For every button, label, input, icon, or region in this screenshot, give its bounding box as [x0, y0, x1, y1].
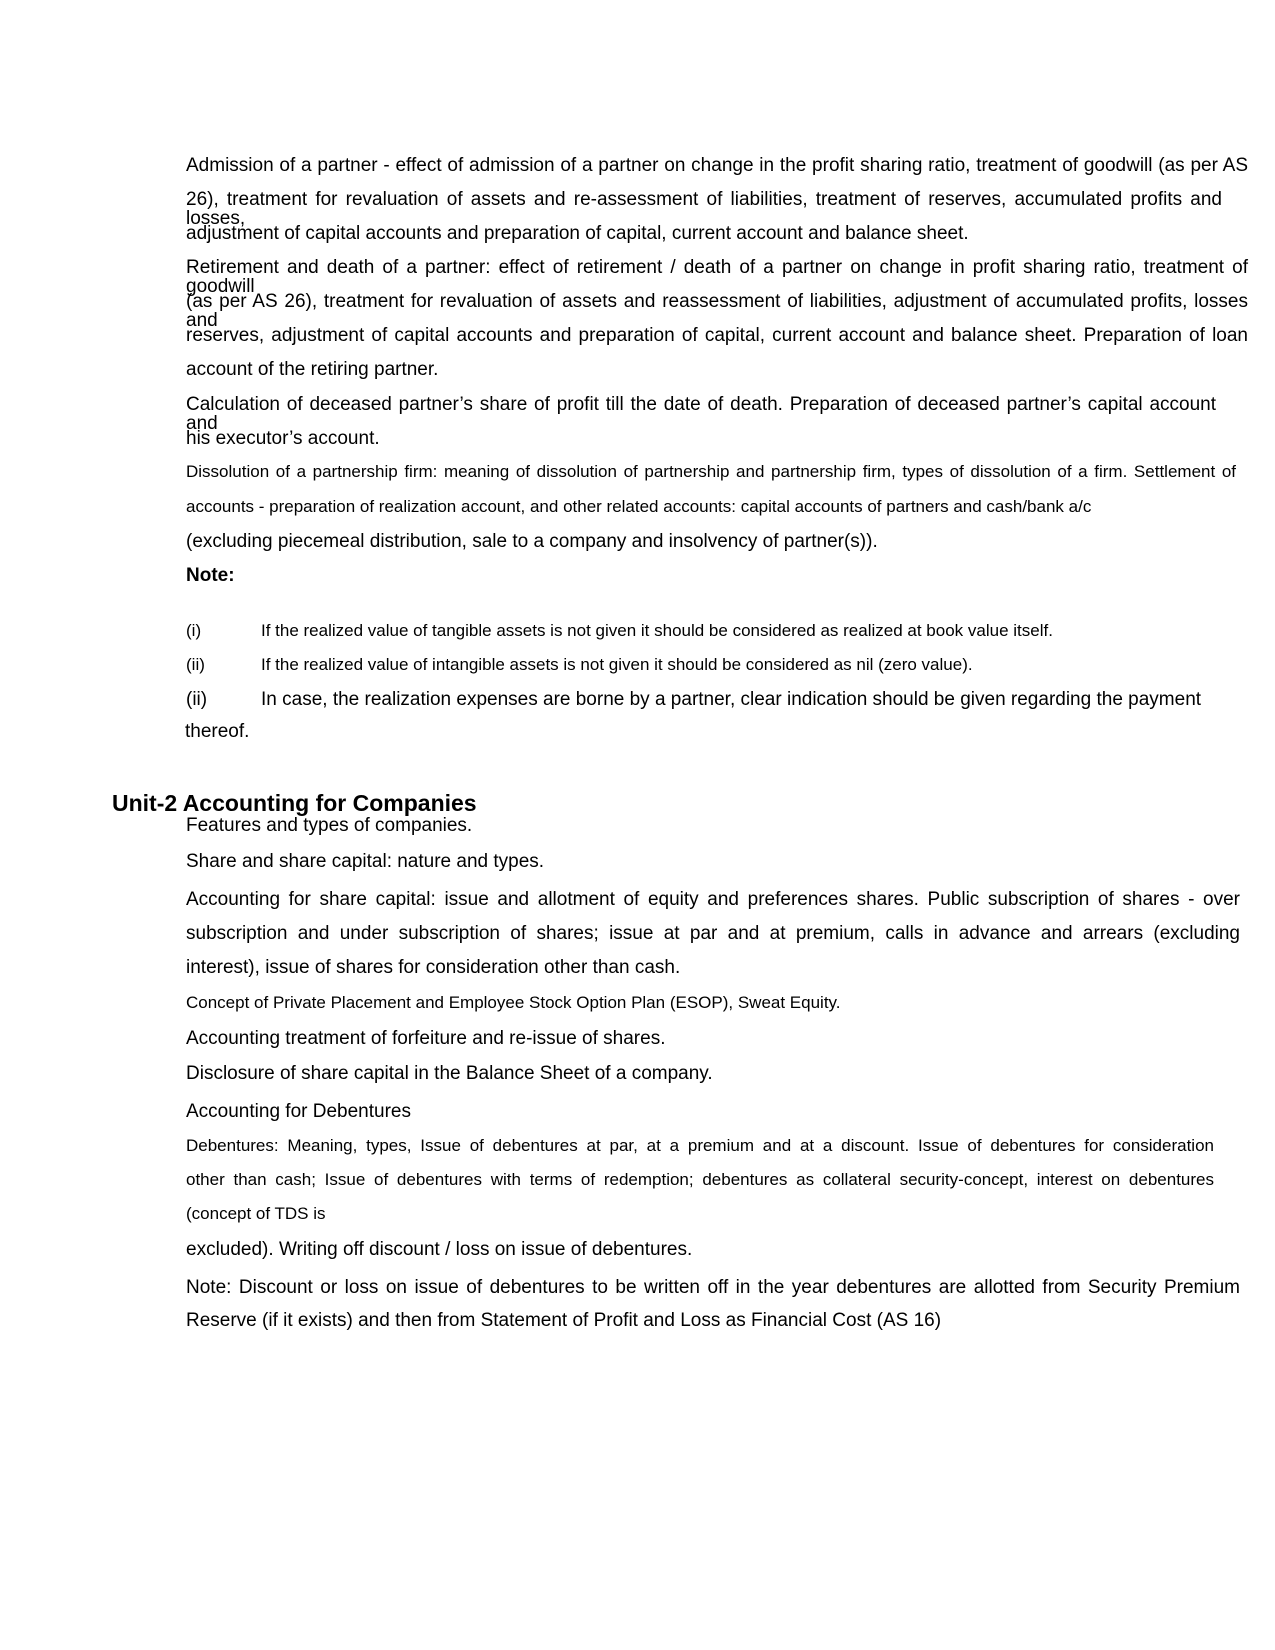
dissolution-line-1: Dissolution of a partnership firm: meaning of dissolution of partnership and partnership firm, types of dissolution of a firm. Settlement of	[186, 462, 1236, 481]
accounting-share-line-3: interest), issue of shares for consideration other than cash.	[186, 957, 681, 978]
retirement-line-4: account of the retiring partner.	[186, 359, 439, 380]
features-line: Features and types of companies.	[186, 815, 473, 836]
note-number: (ii)	[186, 655, 205, 674]
debentures-line-2: other than cash; Issue of debentures with terms of redemption; debentures as collateral security-concept, interest on debentures	[186, 1170, 1214, 1189]
note-text: If the realized value of tangible assets is not given it should be considered as realized at book value itself.	[261, 621, 1053, 640]
retirement-line-2: (as per AS 26), treatment for revaluation of assets and reassessment of liabilities, adjustment of accumulated profits, losses and	[186, 291, 1248, 331]
debentures-heading: Accounting for Debentures	[186, 1101, 411, 1122]
note-text: If the realized value of intangible assets is not given it should be considered as nil (zero value).	[261, 655, 973, 674]
debentures-line-3: (concept of TDS is	[186, 1204, 326, 1223]
excluded-line: excluded). Writing off discount / loss on issue of debentures.	[186, 1239, 693, 1260]
deceased-line-2: his executor’s account.	[186, 428, 380, 449]
final-note-line-2: Reserve (if it exists) and then from Statement of Profit and Loss as Financial Cost (AS 16)	[186, 1310, 942, 1331]
notes-tail: thereof.	[185, 721, 250, 742]
final-note-line-1: Note: Discount or loss on issue of debentures to be written off in the year debentures are allotted from Security Premium	[186, 1277, 1240, 1298]
deceased-line-1: Calculation of deceased partner’s share of profit till the date of death. Preparation of deceased partner’s capital account and	[186, 394, 1216, 434]
retirement-line-1: Retirement and death of a partner: effect of retirement / death of a partner on change in profit sharing ratio, treatment of goodwill	[186, 257, 1248, 297]
forfeiture-line: Accounting treatment of forfeiture and re-issue of shares.	[186, 1028, 666, 1049]
debentures-line-1: Debentures: Meaning, types, Issue of debentures at par, at a premium and at a discount. Issue of debentures for consideration	[186, 1136, 1214, 1155]
disclosure-line: Disclosure of share capital in the Balance Sheet of a company.	[186, 1063, 713, 1084]
note-text: In case, the realization expenses are borne by a partner, clear indication should be given regarding the payment	[261, 689, 1202, 710]
share-capital-line: Share and share capital: nature and types.	[186, 851, 545, 872]
retirement-line-3: reserves, adjustment of capital accounts and preparation of capital, current account and balance sheet. Preparation of loan	[186, 325, 1248, 346]
admission-line-1: Admission of a partner - effect of admission of a partner on change in the profit sharing ratio, treatment of goodwill (as per AS	[186, 155, 1248, 176]
unit-2-heading: Unit-2 Accounting for Companies	[112, 790, 477, 816]
admission-line-2: 26), treatment for revaluation of assets and re-assessment of liabilities, treatment of reserves, accumulated profits and losses,	[186, 189, 1222, 229]
accounting-share-line-1: Accounting for share capital: issue and allotment of equity and preferences shares. Public subscription of shares - over	[186, 889, 1240, 910]
note-number: (ii)	[186, 689, 208, 710]
esop-line: Concept of Private Placement and Employee Stock Option Plan (ESOP), Sweat Equity.	[186, 993, 841, 1012]
dissolution-line-2: accounts - preparation of realization account, and other related accounts: capital accounts of partners and cash/bank a/c	[186, 497, 1092, 516]
note-label: Note:	[186, 565, 235, 586]
note-number: (i)	[186, 621, 202, 640]
excluding-line: (excluding piecemeal distribution, sale to a company and insolvency of partner(s)).	[186, 531, 878, 552]
accounting-share-line-2: subscription and under subscription of shares; issue at par and at premium, calls in advance and arrears (excluding	[186, 923, 1240, 944]
admission-line-3: adjustment of capital accounts and preparation of capital, current account and balance sheet.	[186, 223, 969, 244]
